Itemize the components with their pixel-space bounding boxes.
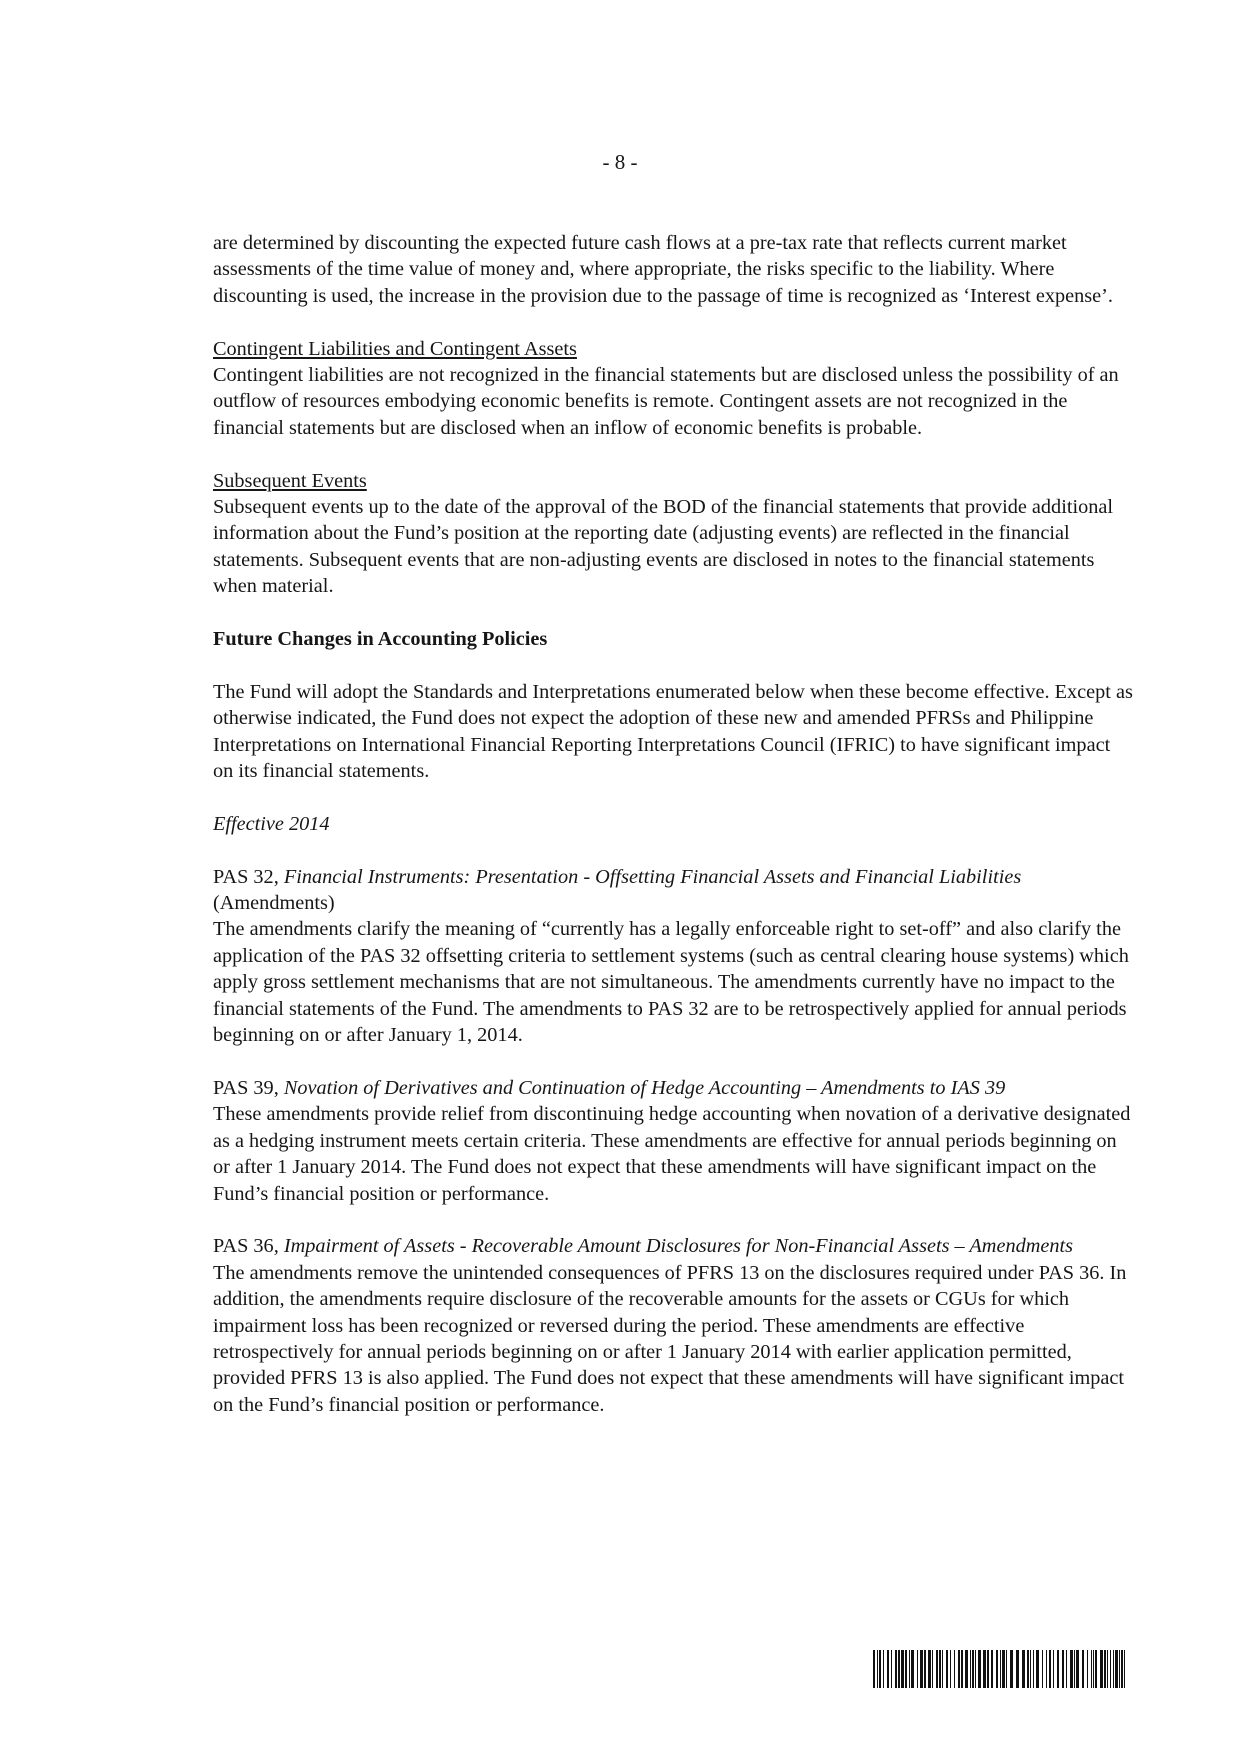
pas39-section	[213, 1075, 1133, 1207]
pas36-section	[213, 1233, 1133, 1418]
pas32-section	[213, 864, 1133, 1049]
intro-section	[213, 230, 1133, 309]
barcode-icon	[873, 1650, 1125, 1688]
intro-paragraph: are determined by discounting the expected future cash flows at a pre-tax rate that reflects current market assessments of the time value of money and, where appropriate, the risks specific to the liability. Where discounting is used, the increase in the provision due to the passage of time is recognized as ‘Interest expense’.	[213, 232, 1114, 307]
subsequent-events-paragraph: Subsequent events up to the date of the approval of the BOD of the financial statements that provide additional information about the Fund’s position at the reporting date (adjusting events) are reflected in the financial statements. Subsequent events that are non-adjusting events are disclosed in notes to the financial statements when material.	[213, 496, 1114, 598]
future-changes-section	[213, 679, 1133, 785]
pas32-code: PAS 32,	[213, 865, 284, 888]
future-changes-paragraph: The Fund will adopt the Standards and Interpretations enumerated below when these become effective. Except as otherwise indicated, the Fund does not expect the adoption of these new and amended PFRSs and Philippine Interpretations on International Financial Reporting Interpretations Council (IFRIC) to have significant impact on its financial statements.	[213, 680, 1133, 783]
pas36-paragraph: The amendments remove the unintended consequences of PFRS 13 on the disclosures required under PAS 36. In addition, the amendments require disclosure of the recoverable amounts for the assets or CGUs for which impairment loss has been recognized or reversed during the period. These amendments are effective retrospectively for annual periods beginning on or after 1 January 2014 with earlier application permitted, provided PFRS 13 is also applied. The Fund does not expect that these amendments will have significant impact on the Fund’s financial position or performance.	[213, 1261, 1127, 1416]
effective-period-label: Effective 2014	[213, 812, 330, 835]
pas36-title-line	[213, 1233, 1133, 1259]
pas32-suffix: (Amendments)	[213, 892, 335, 915]
pas36-title: , Impairment of Assets - Recoverable Amount Disclosures for Non-Financial Assets – Amendments	[273, 1235, 1074, 1258]
pas32-title-line	[213, 864, 1133, 917]
pas39-paragraph: These amendments provide relief from discontinuing hedge accounting when novation of a derivative designated as a hedging instrument meets certain criteria. These amendments are effective for annual periods beginning on or after 1 January 2014. The Fund does not expect that these amendments will have significant impact on the Fund’s financial position or performance.	[213, 1103, 1131, 1205]
pas32-title: Financial Instruments: Presentation - Offsetting Financial Assets and Financial Liabilities	[283, 865, 1022, 888]
pas39-title-line	[213, 1075, 1133, 1101]
pas36-code: PAS 36	[213, 1235, 274, 1258]
page-number: - 8 -	[602, 150, 638, 174]
pas39-title: Novation of Derivatives and Continuation of Hedge Accounting – Amendments to IAS 39	[283, 1076, 1006, 1099]
pas32-paragraph: The amendments clarify the meaning of “currently has a legally enforceable right to set-off” and also clarify the application of the PAS 32 offsetting criteria to settlement systems (such as central clearing house systems) which apply gross settlement mechanisms that are not simultaneous. The amendments currently have no impact to the financial statements of the Fund. The amendments to PAS 32 are to be retrospectively applied for annual periods beginning on or after January 1, 2014.	[213, 918, 1129, 1047]
subsequent-events-section	[213, 468, 1133, 600]
document-body	[213, 230, 1133, 1445]
contingent-title: Contingent Liabilities and Contingent Assets	[213, 337, 577, 360]
future-changes-heading: Future Changes in Accounting Policies	[213, 628, 548, 651]
pas39-code: PAS 39,	[213, 1076, 284, 1099]
subsequent-events-title: Subsequent Events	[213, 469, 367, 492]
contingent-paragraph: Contingent liabilities are not recognized in the financial statements but are disclosed unless the possibility of an outflow of resources embodying economic benefits is remote. Contingent assets are not recognized in the financial statements but are disclosed when an inflow of economic benefits is probable.	[213, 364, 1119, 439]
contingent-section	[213, 336, 1133, 442]
